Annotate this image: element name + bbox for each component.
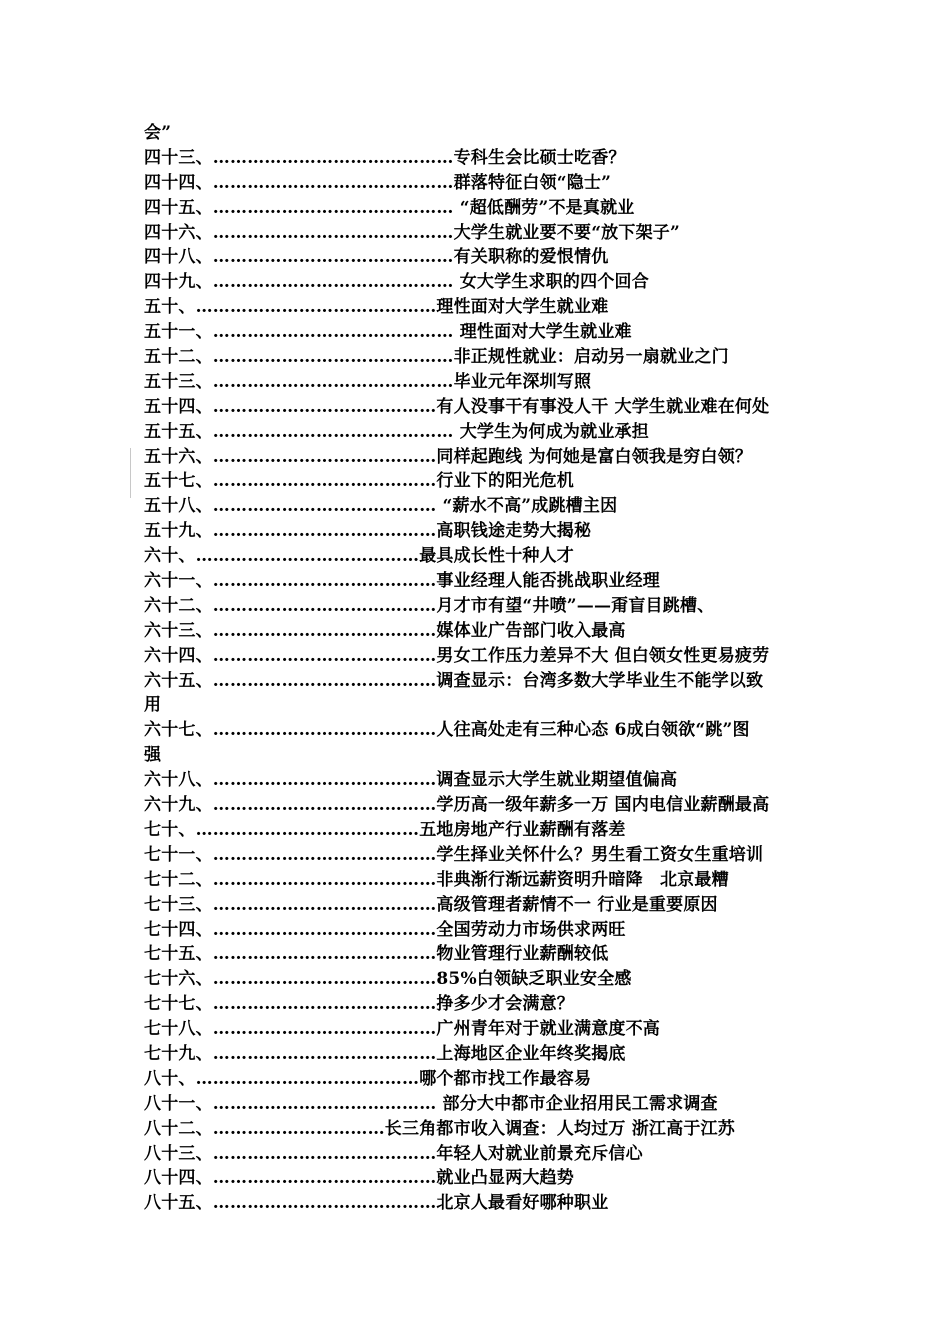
toc-entry: 五十八、………………………………… “薪水不高”成跳槽主因	[144, 496, 618, 517]
toc-entry: 六十三、…………………………………媒体业广告部门收入最高	[144, 620, 626, 641]
toc-entry: 五十五、…………………………………… 大学生为何成为就业承担	[144, 421, 649, 442]
toc-entry: 四十九、…………………………………… 女大学生求职的四个回合	[144, 272, 649, 293]
toc-entry: 七十八、…………………………………广州青年对于就业满意度不高	[144, 1019, 660, 1040]
toc-entry: 五十四、…………………………………有人没事干有事没人干 大学生就业难在何处	[144, 396, 770, 417]
toc-entry: 五十一、…………………………………… 理性面对大学生就业难	[144, 322, 632, 343]
toc-entry: 四十四、……………………………………群落特征白领“隐士”	[144, 172, 612, 193]
toc-entry: 八十三、…………………………………年轻人对就业前景充斥信心	[144, 1143, 643, 1164]
toc-entry: 五十二、……………………………………非正规性就业：启动另一扇就业之门	[144, 347, 729, 368]
toc-entry: 八十五、…………………………………北京人最看好哪种职业	[144, 1193, 609, 1214]
toc-entry: 七十九、…………………………………上海地区企业年终奖揭底	[144, 1043, 626, 1064]
toc-entry: 八十四、…………………………………就业凸显两大趋势	[144, 1168, 574, 1189]
text-line: 用	[144, 695, 162, 716]
toc-entry: 八十一、………………………………… 部分大中都市企业招用民工需求调查	[144, 1093, 718, 1114]
toc-entry: 六十、…………………………………最具成长性十种人才	[144, 546, 574, 567]
toc-entry: 五十七、…………………………………行业下的阳光危机	[144, 471, 574, 492]
toc-entry: 六十九、…………………………………学历高一级年薪多一万 国内电信业薪酬最高	[144, 795, 770, 816]
toc-entry: 七十五、…………………………………物业管理行业薪酬较低	[144, 944, 609, 965]
toc-entry: 六十一、…………………………………事业经理人能否挑战职业经理	[144, 571, 660, 592]
toc-entry: 六十五、…………………………………调查显示：台湾多数大学毕业生不能学以致	[144, 670, 764, 691]
margin-mark	[130, 448, 131, 498]
toc-entry: 七十、…………………………………五地房地产行业薪酬有落差	[144, 819, 626, 840]
toc-entry: 六十七、…………………………………人往高处走有三种心态 6成白领欲“跳”图	[144, 720, 750, 741]
text-line: 强	[144, 745, 162, 766]
toc-entry: 七十三、…………………………………高级管理者薪情不一 行业是重要原因	[144, 894, 718, 915]
toc-entry: 五十三、……………………………………毕业元年深圳写照	[144, 371, 592, 392]
document-body	[144, 121, 824, 1216]
toc-entry: 六十二、…………………………………月才市有望“井喷”——甭盲目跳槽、	[144, 595, 715, 616]
toc-entry: 六十八、…………………………………调查显示大学生就业期望值偏高	[144, 770, 678, 791]
text-line: 会”	[144, 123, 172, 143]
toc-entry: 五十六、…………………………………同样起跑线 为何她是富白领我是穷白领？	[144, 446, 753, 467]
toc-entry: 四十八、……………………………………有关职称的爱恨情仇	[144, 247, 609, 268]
toc-entry: 七十七、…………………………………挣多少才会满意？	[144, 994, 574, 1015]
toc-entry: 四十六、……………………………………大学生就业要不要“放下架子”	[144, 222, 680, 243]
toc-entry: 八十二、…………………………长三角都市收入调查：人均过万 浙江高于江苏	[144, 1118, 735, 1139]
toc-entry: 七十六、…………………………………85%白领缺乏职业安全感	[144, 969, 632, 990]
toc-entry: 八十、…………………………………哪个都市找工作最容易	[144, 1068, 592, 1089]
toc-entry: 五十九、…………………………………高职钱途走势大揭秘	[144, 521, 592, 542]
toc-entry: 七十四、…………………………………全国劳动力市场供求两旺	[144, 919, 626, 940]
toc-entry: 四十五、…………………………………… “超低酬劳”不是真就业	[144, 197, 635, 218]
toc-entry: 七十一、…………………………………学生择业关怀什么？男生看工资女生重培训	[144, 844, 764, 865]
toc-entry: 六十四、…………………………………男女工作压力差异不大 但白领女性更易疲劳	[144, 645, 770, 666]
toc-entry: 七十二、…………………………………非典渐行渐远薪资明升暗降 北京最糟	[144, 869, 729, 890]
toc-entry: 五十、……………………………………理性面对大学生就业难	[144, 297, 609, 318]
toc-entry: 四十三、……………………………………专科生会比硕士吃香？	[144, 147, 626, 168]
